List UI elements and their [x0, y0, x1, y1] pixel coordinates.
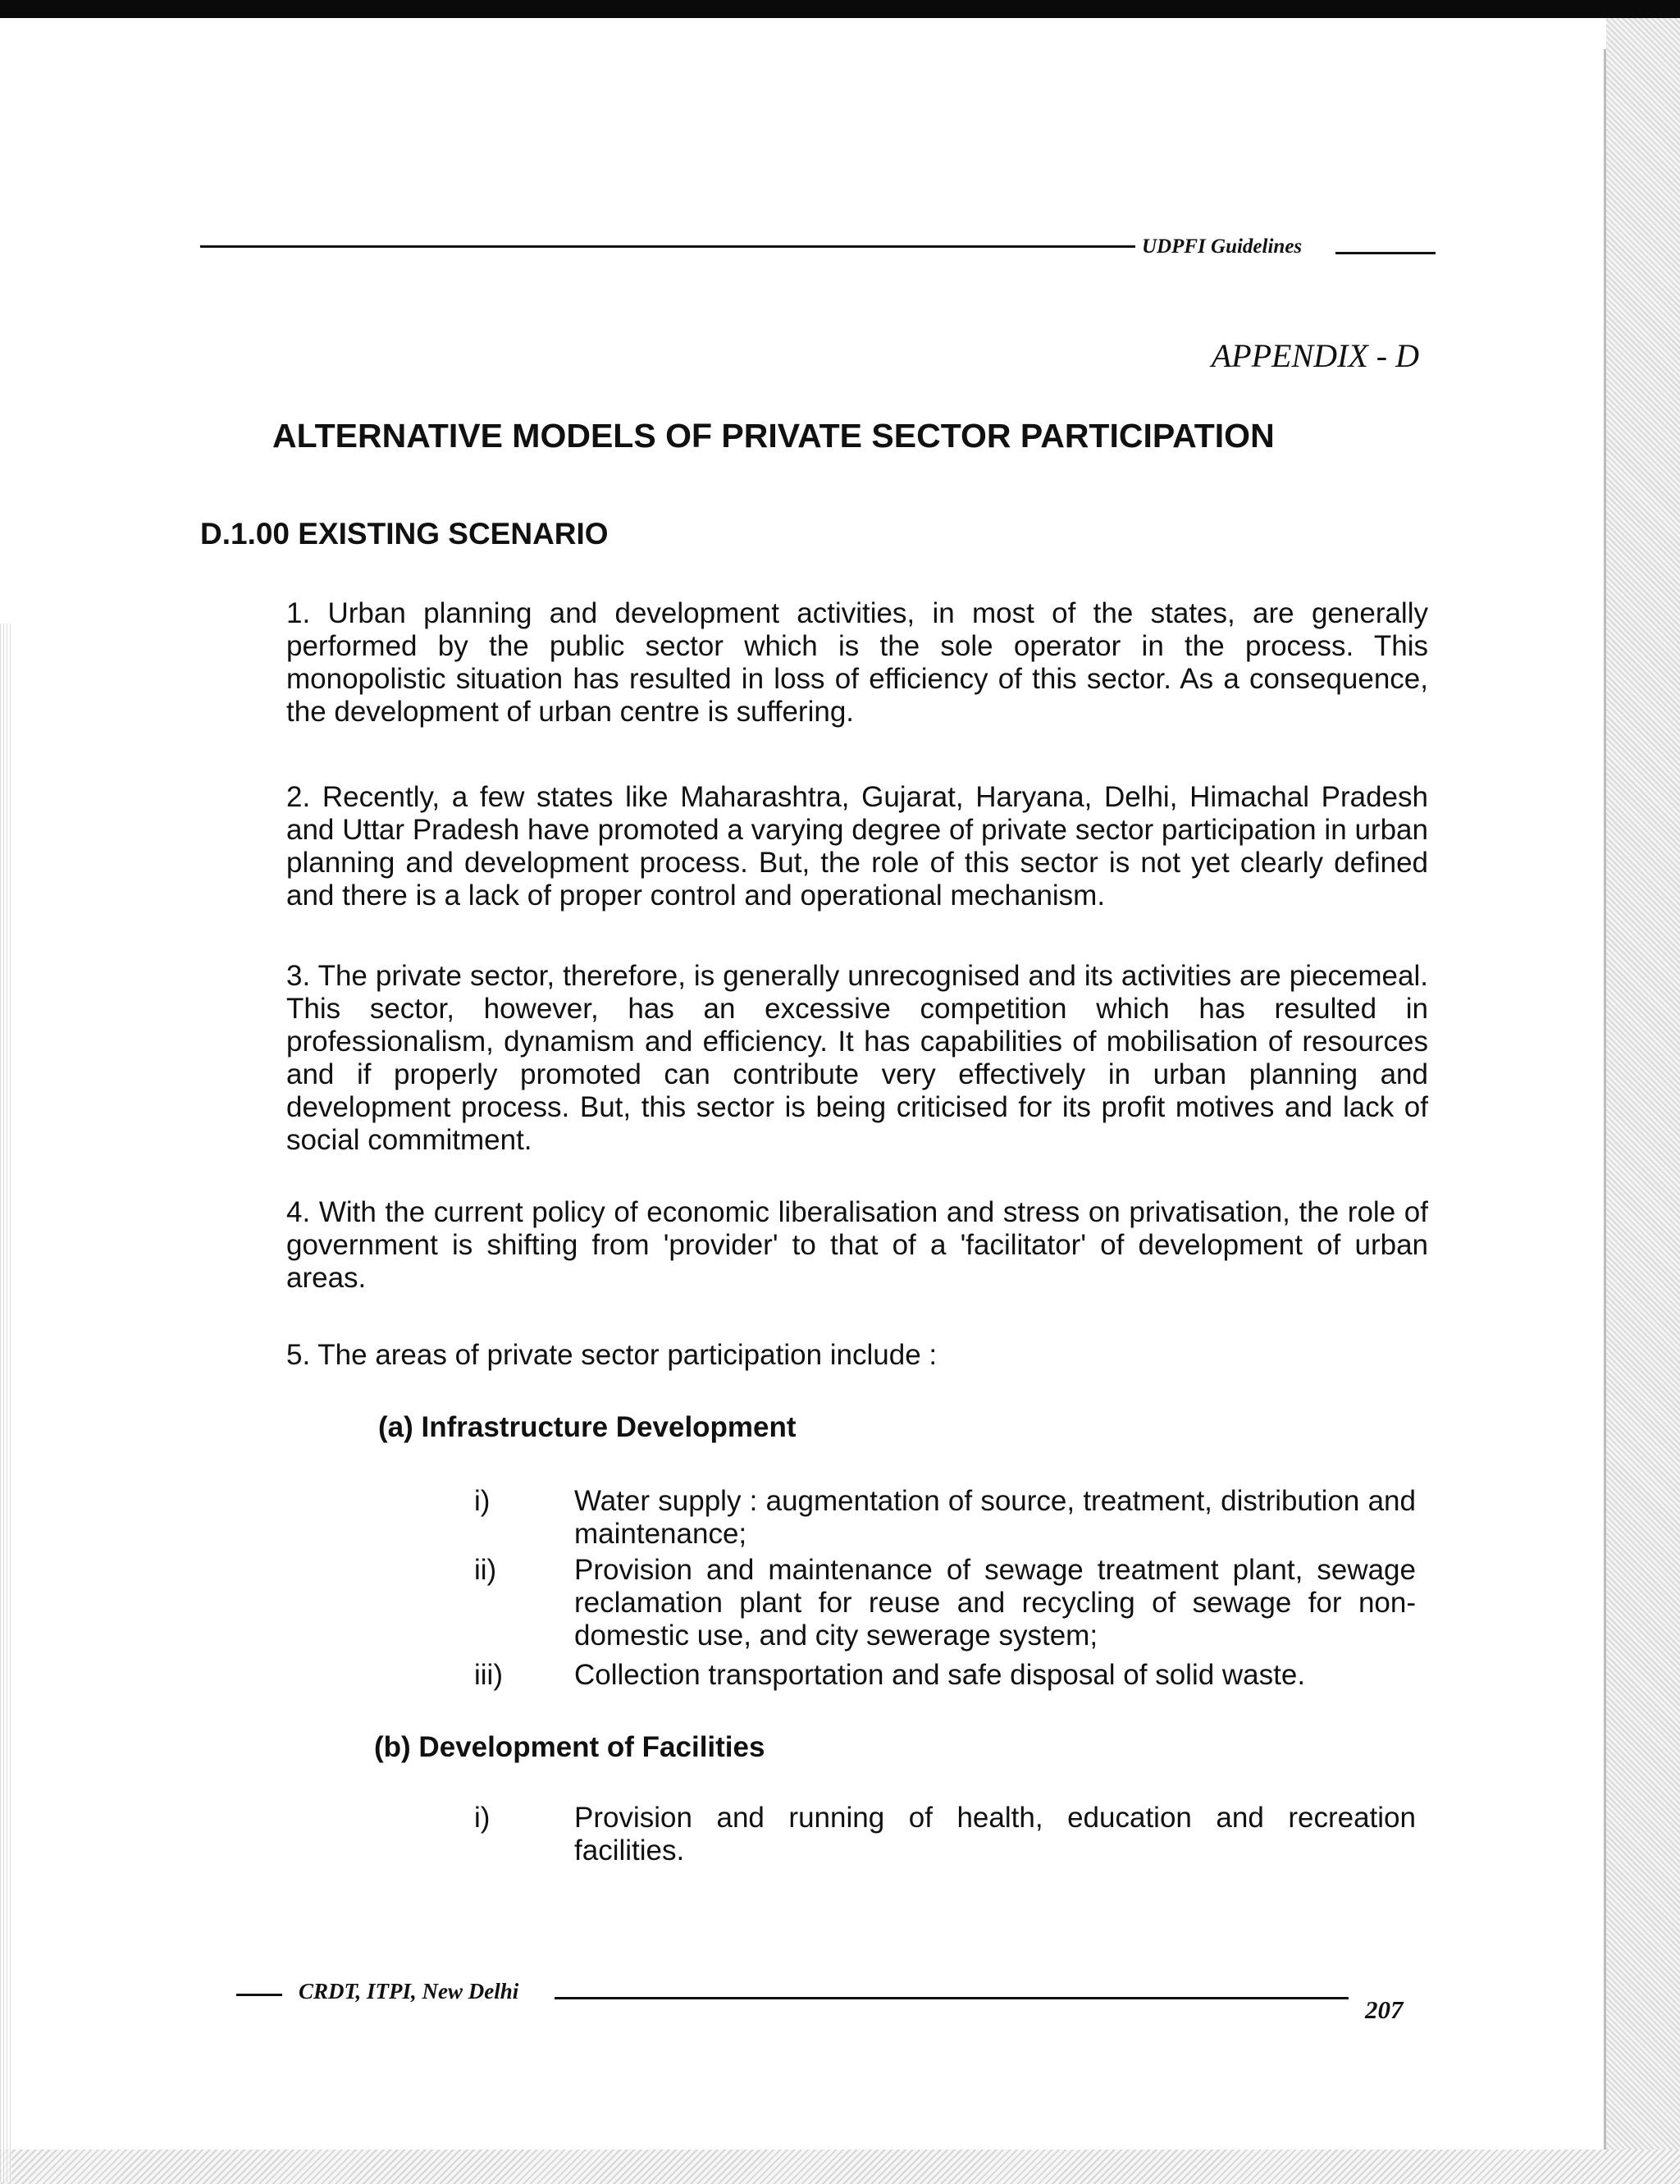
paragraph-1: 1. Urban planning and development activities, in most of the states, are generally performed by the public sector which is the sole operator in the process. This monopolistic situation has resulted in loss of efficiency of this sector. As a consequence, the development of urban centre is suffering.	[286, 597, 1428, 728]
list-item-text: Provision and maintenance of sewage treatment plant, sewage reclamation plant for reuse and recycling of sewage for non-domestic use, and city sewerage system;	[574, 1554, 1416, 1652]
page-title: ALTERNATIVE MODELS OF PRIVATE SECTOR PARTICIPATION	[272, 417, 1275, 455]
footer-source: CRDT, ITPI, New Delhi	[299, 1979, 519, 2004]
scan-top-border	[0, 0, 1680, 18]
footer-rule-left	[236, 1994, 282, 1996]
appendix-label: APPENDIX - D	[1211, 337, 1419, 374]
list-item-text: Provision and running of health, education and recreation facilities.	[574, 1802, 1416, 1866]
list-item-text: Water supply : augmentation of source, treatment, distribution and maintenance;	[574, 1485, 1416, 1550]
scan-left-margin	[0, 624, 11, 2182]
paragraph-3: 3. The private sector, therefore, is generally unrecognised and its activities are piecemeal. This sector, however, has an excessive competition which has resulted in professionalism, dynamism and efficiency. It has capabilities of mobilisation of resources and if properly promoted can contribute very effectively in urban planning and development process. But, this sector is being criticised for its profit motives and lack of social commitment.	[286, 960, 1428, 1156]
list-item-number: i)	[474, 1802, 491, 1834]
section-heading: D.1.00 EXISTING SCENARIO	[200, 517, 609, 551]
list-item-number: ii)	[474, 1554, 497, 1586]
header-rule-right	[1335, 252, 1436, 254]
subsection-heading-a: (a) Infrastructure Development	[378, 1411, 797, 1443]
paragraph-4: 4. With the current policy of economic liberalisation and stress on privatisation, the role of government is shifting from 'provider' to that of a 'facilitator' of development of urban areas.	[286, 1196, 1428, 1294]
paragraph-2: 2. Recently, a few states like Maharashtra, Gujarat, Haryana, Delhi, Himachal Pradesh and Uttar Pradesh have promoted a varying degree of private sector participation in urban planning and development process. But, the role of this sector is not yet clearly defined and there is a lack of proper control and operational mechanism.	[286, 781, 1428, 912]
list-item-number: i)	[474, 1485, 491, 1517]
header-rule-left	[200, 245, 1135, 248]
scan-right-margin	[1606, 18, 1680, 2184]
paragraph-5: 5. The areas of private sector participation include :	[286, 1339, 938, 1371]
running-header: UDPFI Guidelines	[1142, 235, 1303, 258]
subsection-heading-b: (b) Development of Facilities	[374, 1731, 765, 1763]
footer-rule-right	[555, 1997, 1349, 1999]
page-edge	[1604, 49, 1606, 2150]
scan-bottom-margin	[0, 2150, 1680, 2184]
list-item-text: Collection transportation and safe disposal of solid waste.	[574, 1659, 1306, 1691]
page-number: 207	[1365, 1995, 1404, 2024]
list-item-number: iii)	[474, 1659, 503, 1691]
